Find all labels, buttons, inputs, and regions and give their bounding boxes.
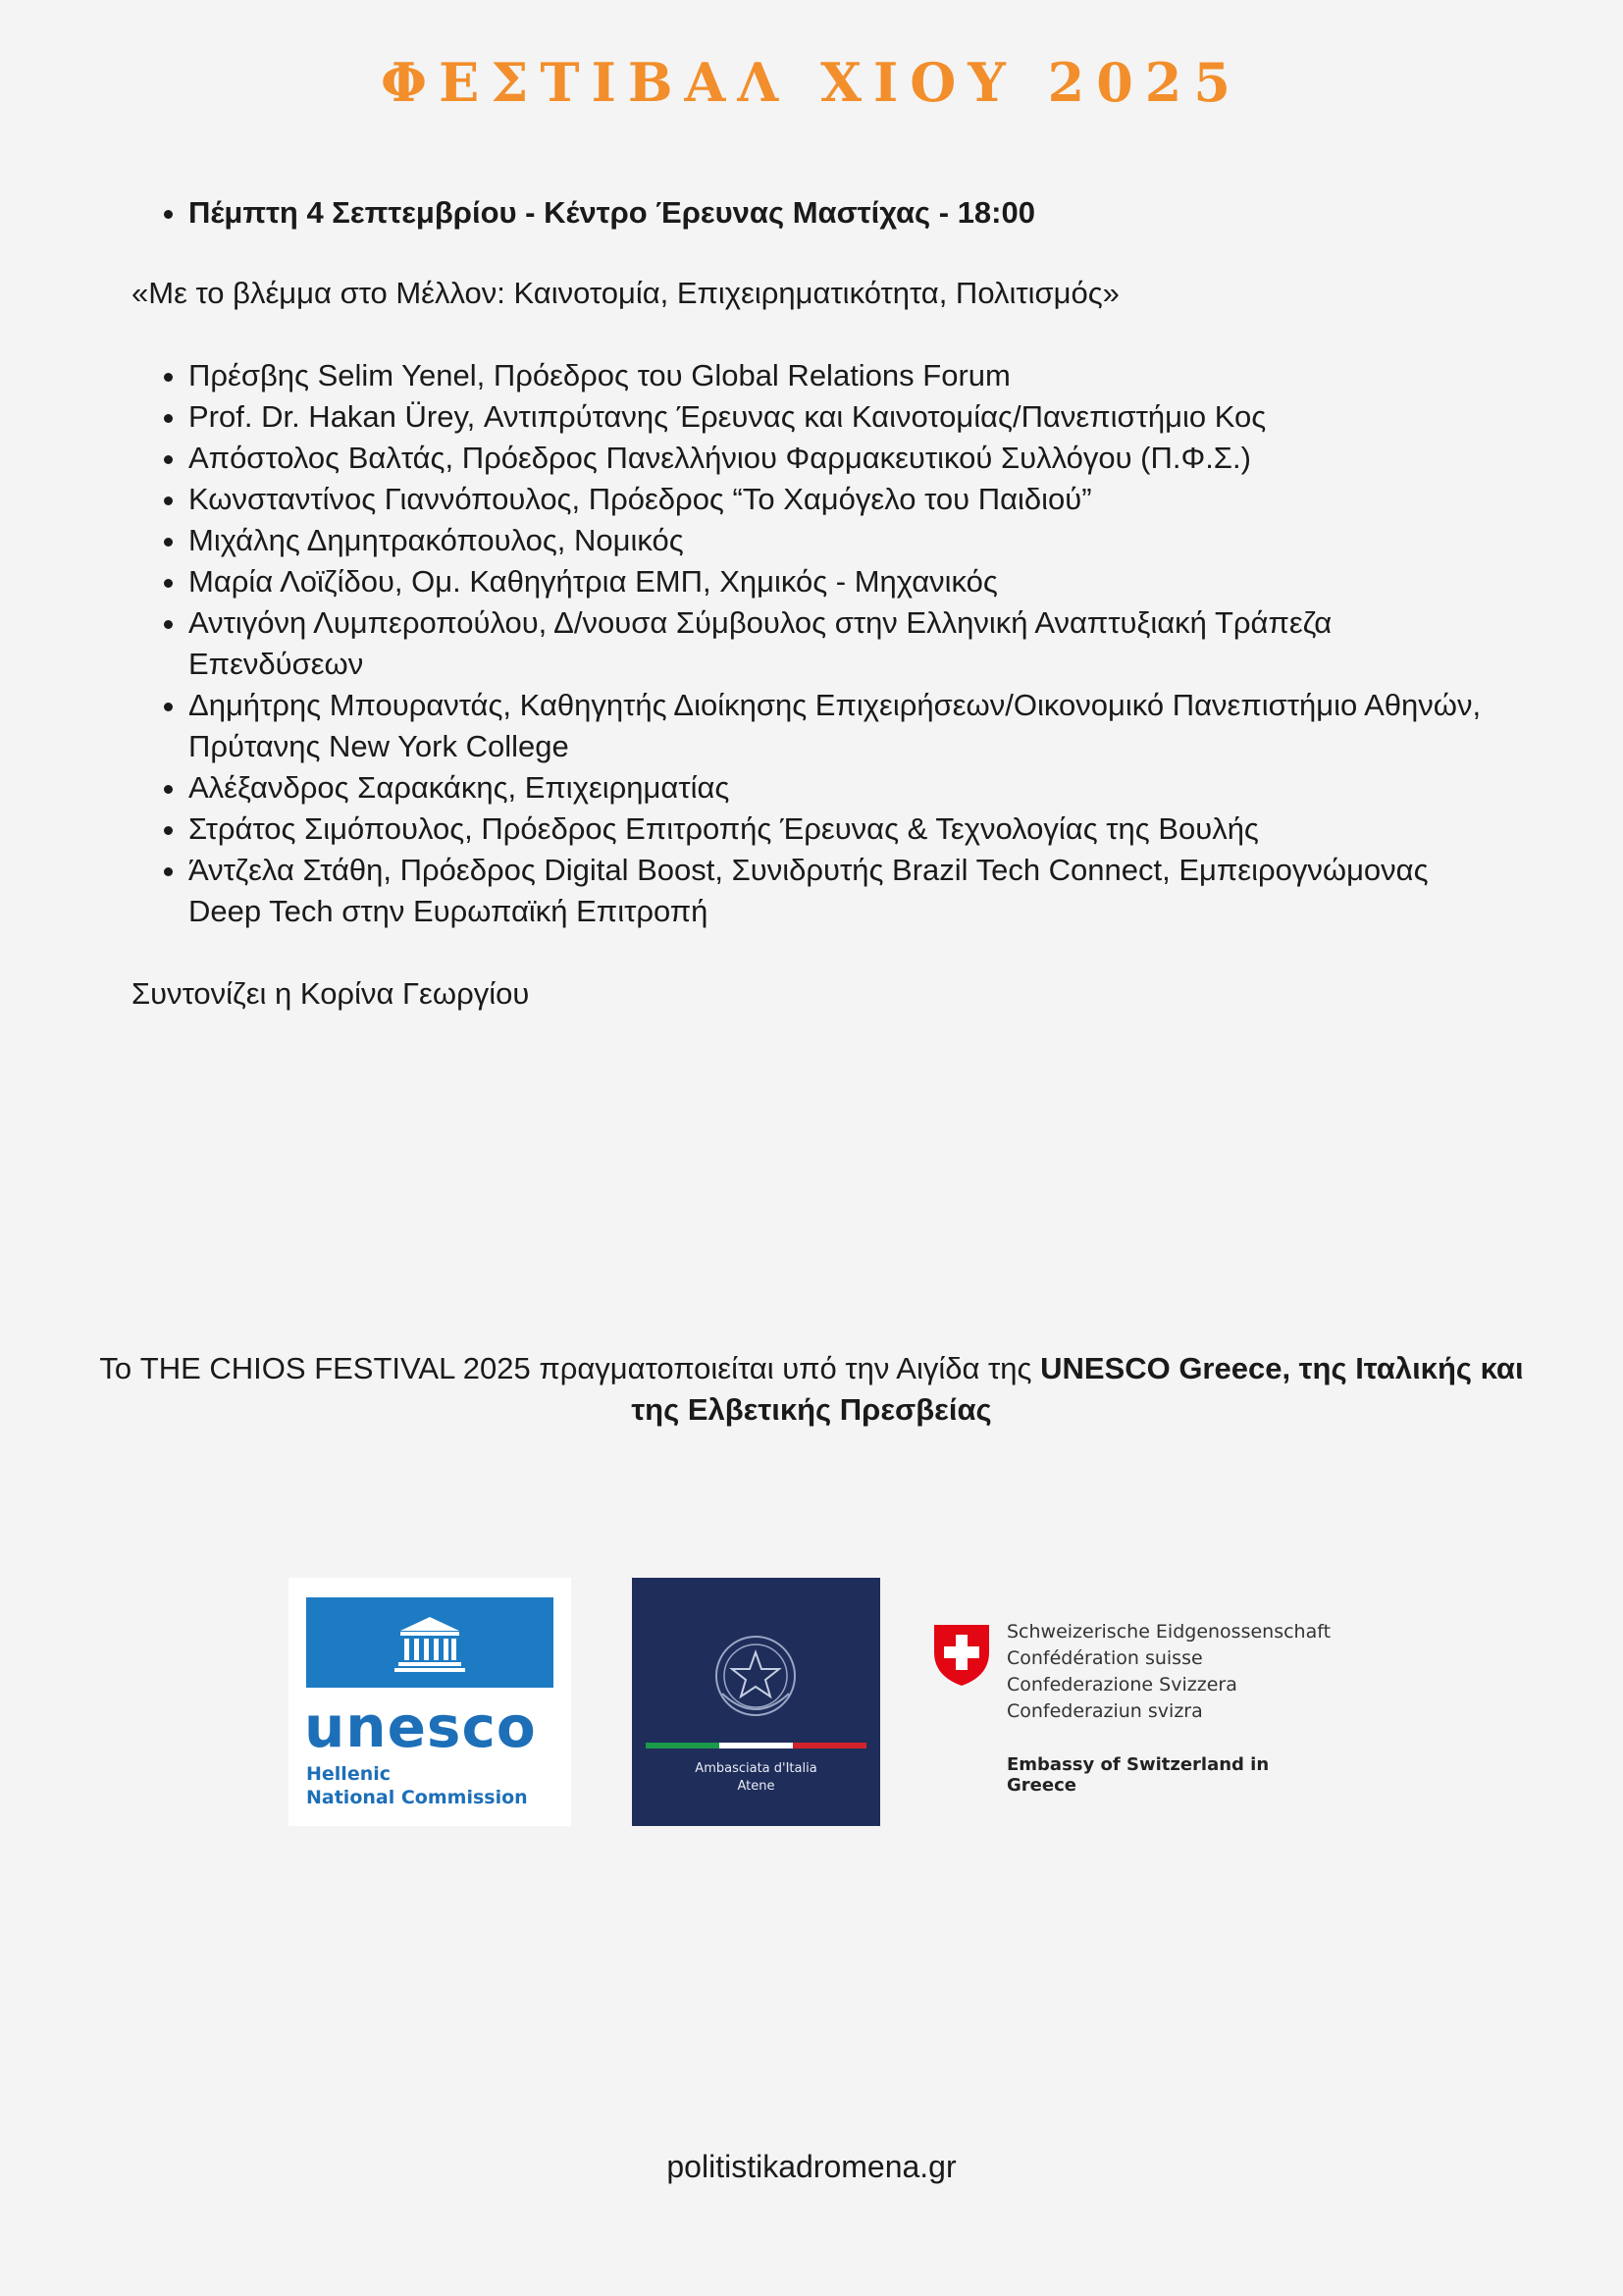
moderator-line: Συντονίζει η Κορίνα Γεωργίου (131, 976, 530, 1011)
italian-embassy-logo (632, 1578, 880, 1826)
unesco-sub-line1: Hellenic (306, 1763, 392, 1785)
patronage-bold-text: UNESCO Greece, της Ιταλικής και της Ελβετικής Πρεσβείας (631, 1351, 1524, 1427)
page-title: ΦΕΣΤΙΒΑΛ ΧΙΟΥ 2025 (381, 51, 1242, 114)
speaker-item: • Στράτος Σιμόπουλος, Πρόεδρος Επιτροπής Έρευνας & Τεχνολογίας της Βουλής (188, 809, 1505, 850)
unesco-temple-band (306, 1597, 553, 1688)
speaker-item: • Πρέσβης Selim Yenel, Πρόεδρος του Global Relations Forum (188, 355, 1505, 396)
event-list (131, 192, 1505, 234)
italian-embassy-label (632, 1760, 880, 1796)
speaker-item: • Prof. Dr. Hakan Ürey, Αντιπρύτανης Έρευνας και Καινοτομίας/Πανεπιστήμιο Κος (188, 396, 1505, 438)
speaker-item: • Μιχάλης Δημητρακόπουλος, Νομικός (188, 520, 1505, 561)
unesco-logo (288, 1578, 571, 1826)
event-topic: «Με το βλέμμα στο Μέλλον: Καινοτομία, Επιχειρηματικότητα, Πολιτισμός» (131, 276, 1120, 310)
swiss-name-line: Confédération suisse (1007, 1647, 1203, 1669)
speaker-item: • Μαρία Λοϊζίδου, Ομ. Καθηγήτρια ΕΜΠ, Χημικός - Μηχανικός (188, 561, 1505, 602)
swiss-shield-icon (932, 1623, 991, 1688)
unesco-temple-icon (306, 1597, 553, 1688)
speaker-item: • Άντζελα Στάθη, Πρόεδρος Digital Boost, Συνιδρυτής Brazil Tech Connect, Εμπειρογνώμονας Deep Tech στην Ευρωπαϊκή Επιτροπή (188, 850, 1505, 932)
swiss-name-line: Confederaziun svizra (1007, 1700, 1203, 1722)
footer-website: politistikadromena.gr (666, 2149, 957, 2184)
speaker-item: • Δημήτρης Μπουραντάς, Καθηγητής Διοίκησης Επιχειρήσεων/Οικονομικό Πανεπιστήμιο Αθηνών, Πρύτανης New York College (188, 685, 1505, 767)
italian-embassy-line1: Ambasciata d'Italia (695, 1761, 817, 1776)
event-date-venue: • Πέμπτη 4 Σεπτεμβρίου - Κέντρο Έρευνας Μαστίχας - 18:00 (188, 192, 1505, 234)
swiss-name-line: Confederazione Svizzera (1007, 1674, 1237, 1696)
italian-embassy-line2: Atene (737, 1779, 775, 1794)
speaker-item: • Απόστολος Βαλτάς, Πρόεδρος Πανελλήνιου Φαρμακευτικού Συλλόγου (Π.Φ.Σ.) (188, 438, 1505, 479)
unesco-wordmark: unesco (304, 1694, 537, 1760)
speaker-item: • Κωνσταντίνος Γιαννόπουλος, Πρόεδρος “Το Χαμόγελο του Παιδιού” (188, 479, 1505, 520)
program-content (131, 192, 1505, 1015)
speaker-item: • Αλέξανδρος Σαρακάκης, Επιχειρηματίας (188, 767, 1505, 809)
patronage-text: Το THE CHIOS FESTIVAL 2025 πραγματοποιείται υπό την Αιγίδα της (99, 1351, 1041, 1385)
swiss-name-line: Schweizerische Eidgenossenschaft (1007, 1621, 1332, 1643)
swiss-embassy-label: Embassy of Switzerland in Greece (1007, 1754, 1270, 1796)
italian-emblem-icon (632, 1578, 880, 1735)
speaker-list (131, 355, 1505, 932)
italian-flag-stripe (646, 1743, 866, 1748)
unesco-sub-line2: National Commission (306, 1787, 528, 1808)
swiss-confederation-names (1007, 1619, 1331, 1725)
patronage-statement (98, 1348, 1525, 1431)
swiss-embassy-logo (926, 1619, 1338, 1796)
speaker-item: • Αντιγόνη Λυμπεροπούλου, Δ/νουσα Σύμβουλος στην Ελληνική Αναπτυξιακή Τράπεζα Επενδύσεων (188, 602, 1505, 685)
unesco-subtitle (306, 1762, 528, 1809)
